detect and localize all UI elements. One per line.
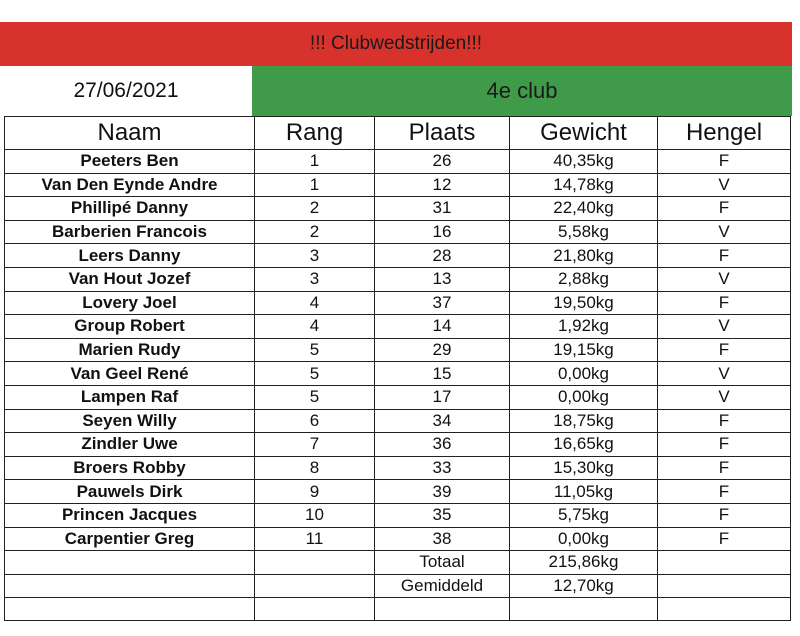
club-cell — [252, 66, 792, 116]
cell-rang: 1 — [255, 150, 375, 174]
cell-plaats: 29 — [375, 338, 510, 362]
cell-rang: 5 — [255, 338, 375, 362]
cell-rang: 2 — [255, 197, 375, 221]
results-body — [5, 150, 791, 551]
header-plaats: Plaats — [375, 117, 510, 150]
cell-hengel: F — [658, 433, 791, 457]
cell-naam: Van Hout Jozef — [5, 267, 255, 291]
cell-naam: Zindler Uwe — [5, 433, 255, 457]
results-table — [4, 116, 791, 621]
cell-gewicht: 2,88kg — [510, 267, 658, 291]
cell-plaats: 35 — [375, 503, 510, 527]
cell-hengel: V — [658, 362, 791, 386]
summary-row-total — [5, 551, 791, 575]
cell-plaats: 39 — [375, 480, 510, 504]
table-row — [5, 503, 791, 527]
cell-rang: 6 — [255, 409, 375, 433]
cell-rang: 7 — [255, 433, 375, 457]
cell-hengel: V — [658, 315, 791, 339]
cell-hengel: F — [658, 197, 791, 221]
cell-naam: Barberien Francois — [5, 220, 255, 244]
blank-row — [5, 598, 791, 621]
cell-gewicht: 15,30kg — [510, 456, 658, 480]
cell-rang: 4 — [255, 315, 375, 339]
cell-rang: 8 — [255, 456, 375, 480]
cell-gewicht: 40,35kg — [510, 150, 658, 174]
cell-gewicht: 19,50kg — [510, 291, 658, 315]
cell-hengel: F — [658, 150, 791, 174]
cell-plaats: 36 — [375, 433, 510, 457]
table-row — [5, 244, 791, 268]
header-naam: Naam — [5, 117, 255, 150]
total-value: 215,86kg — [510, 551, 658, 575]
cell-gewicht: 1,92kg — [510, 315, 658, 339]
cell-hengel: F — [658, 338, 791, 362]
cell-rang: 11 — [255, 527, 375, 551]
cell-plaats: 13 — [375, 267, 510, 291]
cell-naam: Phillipé Danny — [5, 197, 255, 221]
cell-naam: Lampen Raf — [5, 385, 255, 409]
cell-plaats: 28 — [375, 244, 510, 268]
club-text: 4e club — [486, 78, 558, 103]
empty-cell — [255, 574, 375, 598]
cell-gewicht: 5,75kg — [510, 503, 658, 527]
cell-naam: Pauwels Dirk — [5, 480, 255, 504]
table-row — [5, 433, 791, 457]
cell-rang: 4 — [255, 291, 375, 315]
cell-naam: Lovery Joel — [5, 291, 255, 315]
table-row — [5, 315, 791, 339]
cell-naam: Van Den Eynde Andre — [5, 173, 255, 197]
cell-hengel: V — [658, 267, 791, 291]
cell-gewicht: 16,65kg — [510, 433, 658, 457]
cell-rang: 10 — [255, 503, 375, 527]
cell-hengel: F — [658, 409, 791, 433]
cell-plaats: 14 — [375, 315, 510, 339]
table-row — [5, 267, 791, 291]
cell-plaats: 33 — [375, 456, 510, 480]
cell-gewicht: 0,00kg — [510, 362, 658, 386]
table-row — [5, 220, 791, 244]
cell-hengel: V — [658, 385, 791, 409]
average-label: Gemiddeld — [375, 574, 510, 598]
total-label: Totaal — [375, 551, 510, 575]
empty-cell — [658, 574, 791, 598]
cell-rang: 3 — [255, 267, 375, 291]
table-row — [5, 409, 791, 433]
cell-plaats: 31 — [375, 197, 510, 221]
cell-gewicht: 14,78kg — [510, 173, 658, 197]
empty-cell — [5, 598, 255, 621]
cell-plaats: 17 — [375, 385, 510, 409]
cell-plaats: 34 — [375, 409, 510, 433]
cell-hengel: F — [658, 503, 791, 527]
cell-rang: 9 — [255, 480, 375, 504]
cell-plaats: 37 — [375, 291, 510, 315]
cell-naam: Leers Danny — [5, 244, 255, 268]
cell-plaats: 15 — [375, 362, 510, 386]
cell-hengel: V — [658, 173, 791, 197]
average-value: 12,70kg — [510, 574, 658, 598]
cell-gewicht: 0,00kg — [510, 527, 658, 551]
cell-gewicht: 19,15kg — [510, 338, 658, 362]
cell-gewicht: 18,75kg — [510, 409, 658, 433]
header-hengel: Hengel — [658, 117, 791, 150]
empty-cell — [658, 551, 791, 575]
empty-cell — [5, 551, 255, 575]
cell-plaats: 16 — [375, 220, 510, 244]
table-row — [5, 456, 791, 480]
cell-naam: Broers Robby — [5, 456, 255, 480]
summary-row-average — [5, 574, 791, 598]
cell-rang: 5 — [255, 362, 375, 386]
banner-title: !!! Clubwedstrijden!!! — [309, 33, 483, 54]
cell-gewicht: 22,40kg — [510, 197, 658, 221]
cell-hengel: F — [658, 291, 791, 315]
table-row — [5, 480, 791, 504]
cell-naam: Marien Rudy — [5, 338, 255, 362]
table-row — [5, 173, 791, 197]
empty-cell — [255, 598, 375, 621]
date-cell — [0, 66, 252, 116]
header-gewicht: Gewicht — [510, 117, 658, 150]
table-row — [5, 362, 791, 386]
cell-naam: Van Geel René — [5, 362, 255, 386]
cell-hengel: F — [658, 480, 791, 504]
empty-cell — [375, 598, 510, 621]
cell-naam: Seyen Willy — [5, 409, 255, 433]
title-banner — [0, 22, 792, 66]
cell-plaats: 26 — [375, 150, 510, 174]
cell-naam: Princen Jacques — [5, 503, 255, 527]
table-row — [5, 385, 791, 409]
table-row — [5, 527, 791, 551]
cell-hengel: F — [658, 244, 791, 268]
table-row — [5, 291, 791, 315]
empty-cell — [255, 551, 375, 575]
empty-cell — [5, 574, 255, 598]
cell-hengel: F — [658, 456, 791, 480]
cell-naam: Group Robert — [5, 315, 255, 339]
empty-cell — [658, 598, 791, 621]
header-row — [5, 117, 791, 150]
cell-rang: 3 — [255, 244, 375, 268]
cell-gewicht: 11,05kg — [510, 480, 658, 504]
cell-plaats: 12 — [375, 173, 510, 197]
cell-naam: Peeters Ben — [5, 150, 255, 174]
cell-gewicht: 0,00kg — [510, 385, 658, 409]
table-row — [5, 150, 791, 174]
cell-gewicht: 21,80kg — [510, 244, 658, 268]
cell-rang: 2 — [255, 220, 375, 244]
header-rang: Rang — [255, 117, 375, 150]
empty-cell — [510, 598, 658, 621]
cell-gewicht: 5,58kg — [510, 220, 658, 244]
cell-hengel: V — [658, 220, 791, 244]
cell-rang: 1 — [255, 173, 375, 197]
cell-rang: 5 — [255, 385, 375, 409]
table-row — [5, 338, 791, 362]
cell-naam: Carpentier Greg — [5, 527, 255, 551]
table-row — [5, 197, 791, 221]
date-text: 27/06/2021 — [73, 79, 179, 102]
cell-hengel: F — [658, 527, 791, 551]
cell-plaats: 38 — [375, 527, 510, 551]
